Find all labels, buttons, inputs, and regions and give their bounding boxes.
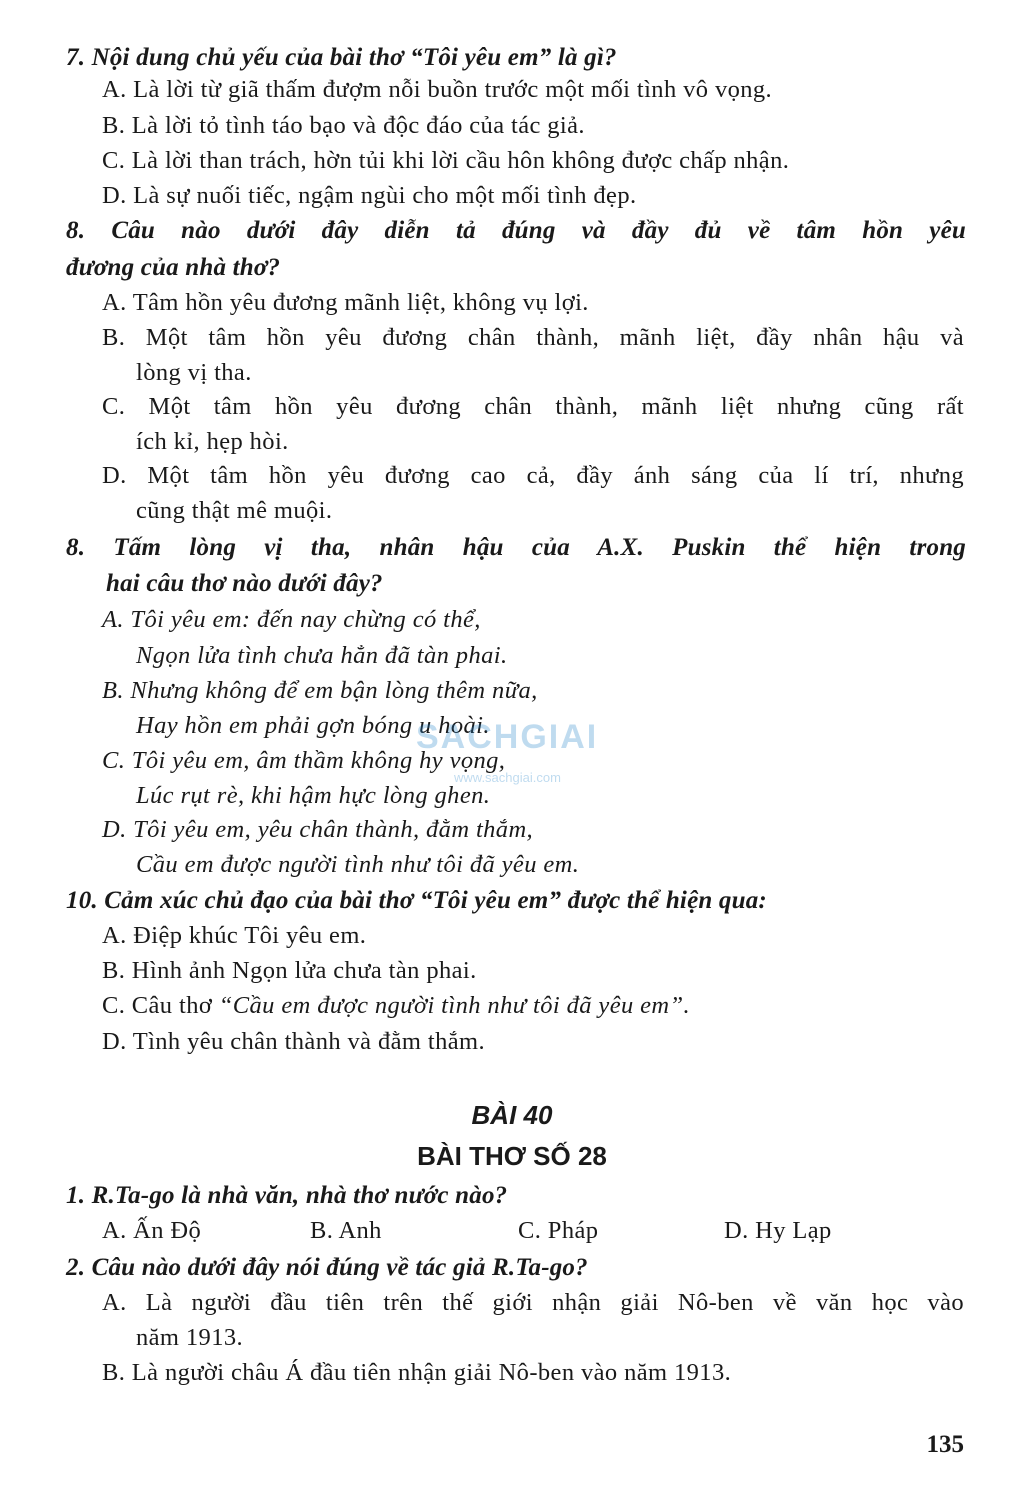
question-10-option-c-quote: “Cầu em được người tình như tôi đã yêu em”. (218, 992, 691, 1019)
question-8b-option-d-line2: Cầu em được người tình như tôi đã yêu em. (136, 851, 580, 878)
question-7-option-c: C. Là lời than trách, hờn tủi khi lời cầu hôn không được chấp nhận. (102, 147, 790, 174)
question-8a-option-c-line2: ích kỉ, hẹp hòi. (136, 428, 289, 455)
question-8a-title-line2: đương của nhà thơ? (66, 254, 281, 281)
question-8b-title-line2: hai câu thơ nào dưới đây? (106, 570, 383, 597)
question-10-option-c-prefix: C. Câu thơ (102, 992, 219, 1019)
question-7-option-b: B. Là lời tỏ tình táo bạo và độc đáo của tác giả. (102, 112, 585, 139)
question-8a-option-b-line1: B. Một tâm hồn yêu đương chân thành, mãnh liệt, đầy nhân hậu và (102, 324, 964, 351)
watermark-url: www.sachgiai.com (454, 770, 561, 785)
question-2-title: 2. Câu nào dưới đây nói đúng về tác giả R.Ta-go? (66, 1254, 588, 1281)
question-8a-option-d-line2: cũng thật mê muội. (136, 497, 333, 524)
question-8b-title-line1: 8. Tấm lòng vị tha, nhân hậu của A.X. Puskin thể hiện trong (66, 534, 966, 561)
question-10-option-a: A. Điệp khúc Tôi yêu em. (102, 922, 367, 949)
question-8a-option-c-line1: C. Một tâm hồn yêu đương chân thành, mãnh liệt nhưng cũng rất (102, 393, 964, 420)
question-2-option-a-line1: A. Là người đầu tiên trên thế giới nhận giải Nô-ben về văn học vào (102, 1289, 964, 1316)
question-7-option-d: D. Là sự nuối tiếc, ngậm ngùi cho một mối tình đẹp. (102, 182, 637, 209)
question-8b-option-c-line2: Lúc rụt rè, khi hậm hực lòng ghen. (136, 782, 491, 809)
question-10-option-b: B. Hình ảnh Ngọn lửa chưa tàn phai. (102, 957, 477, 984)
question-8b-option-a-line1: A. Tôi yêu em: đến nay chừng có thể, (102, 606, 481, 633)
question-8b-option-b-line1: B. Nhưng không để em bận lòng thêm nữa, (102, 677, 538, 704)
question-8b-option-c-line1: C. Tôi yêu em, âm thầm không hy vọng, (102, 747, 506, 774)
question-2-option-b: B. Là người châu Á đầu tiên nhận giải Nô-ben vào năm 1913. (102, 1359, 732, 1386)
question-1-option-a: A. Ấn Độ (102, 1217, 202, 1244)
question-1-option-c: C. Pháp (518, 1217, 599, 1244)
question-8b-option-b-line2: Hay hồn em phải gợn bóng u hoài. (136, 712, 490, 739)
question-8a-title-line1: 8. Câu nào dưới đây diễn tả đúng và đầy đủ về tâm hồn yêu (66, 217, 966, 244)
question-7-option-a: A. Là lời từ giã thấm đượm nỗi buồn trước một mối tình vô vọng. (102, 76, 773, 103)
question-8b-option-a-line2: Ngọn lửa tình chưa hẳn đã tàn phai. (136, 642, 508, 669)
question-10-option-c (102, 988, 964, 1023)
question-10-option-d: D. Tình yêu chân thành và đằm thắm. (102, 1028, 485, 1055)
question-8a-option-d-line1: D. Một tâm hồn yêu đương cao cả, đầy ánh sáng của lí trí, nhưng (102, 462, 964, 489)
question-8b-option-d-line1: D. Tôi yêu em, yêu chân thành, đằm thắm, (102, 816, 534, 843)
lesson-number: BÀI 40 (471, 1100, 553, 1130)
question-8a-option-a: A. Tâm hồn yêu đương mãnh liệt, không vụ lợi. (102, 289, 589, 316)
watermark-text: SACHGIAI (416, 718, 599, 756)
question-1-options (102, 1213, 964, 1248)
question-10-title: 10. Cảm xúc chủ đạo của bài thơ “Tôi yêu em” được thể hiện qua: (66, 887, 767, 914)
lesson-title: BÀI THƠ SỐ 28 (417, 1141, 607, 1171)
question-1-option-b: B. Anh (310, 1217, 382, 1244)
question-8a-option-b-line2: lòng vị tha. (136, 359, 252, 386)
question-1-option-d: D. Hy Lạp (724, 1217, 832, 1244)
question-1-title: 1. R.Ta-go là nhà văn, nhà thơ nước nào? (66, 1182, 508, 1209)
question-2-option-a-line2: năm 1913. (136, 1324, 244, 1351)
page-number: 135 (926, 1431, 964, 1458)
question-7-title: 7. Nội dung chủ yếu của bài thơ “Tôi yêu em” là gì? (66, 44, 617, 71)
